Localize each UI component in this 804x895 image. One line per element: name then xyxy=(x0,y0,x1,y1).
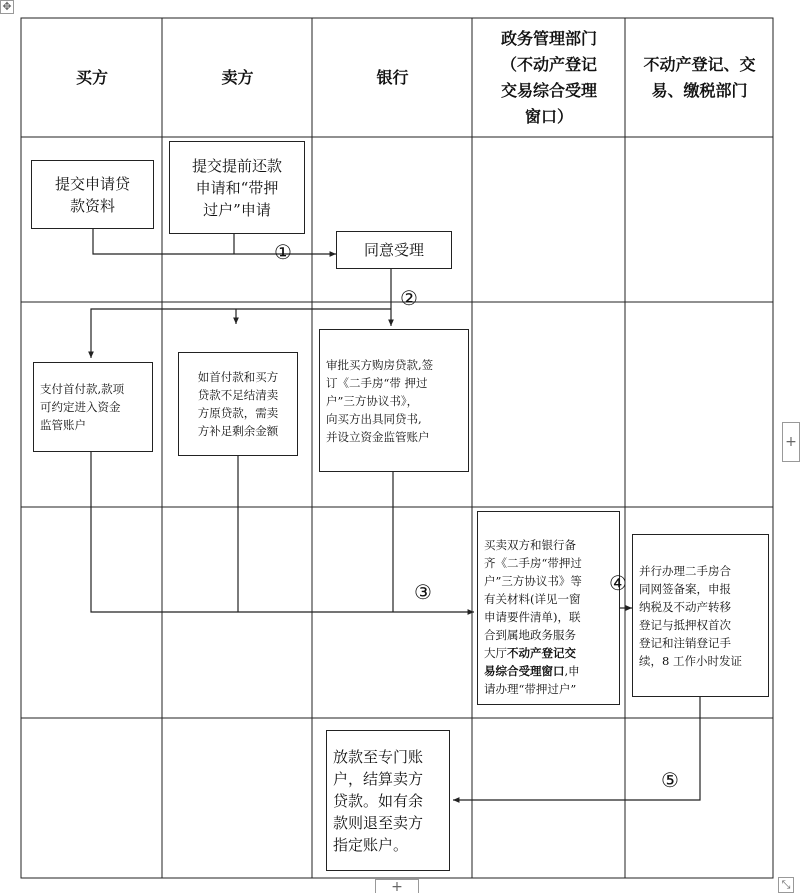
step-marker-2: ② xyxy=(400,286,418,310)
step-marker-3: ③ xyxy=(414,580,432,604)
box-bank-approve-loan: 审批买方购房贷款,签 订《二手房“带 押过 户”三方协议书》， 向买方出具同贷书, 并设立资金监管账户 xyxy=(319,329,469,472)
box-gov-joint-application xyxy=(477,511,620,705)
box-buyer-down-payment: 支付首付款,款项 可约定进入资金 监管账户 xyxy=(33,362,153,452)
step-marker-1: ① xyxy=(274,240,292,264)
add-column-button[interactable]: + xyxy=(782,422,800,462)
box-buyer-submit-loan: 提交申请贷 款资料 xyxy=(31,160,154,229)
table-resize-handle-icon[interactable]: ⤡ xyxy=(778,877,794,893)
header-buyer: 买方 xyxy=(75,68,108,87)
header-bank: 银行 xyxy=(376,68,409,87)
header-gov-window: 政务管理部门 （不动产登记 交易综合受理 窗口） xyxy=(500,29,597,126)
step-marker-5: ⑤ xyxy=(661,768,679,792)
gov-text-bold-window: 不动产登记交 易综合受理窗口 xyxy=(484,646,576,678)
box-registry-parallel-processing: 并行办理二手房合 同网签备案，申报 纳税及不动产转移 登记与抵押权首次 登记和注销登记手 续，8 工作小时发证 xyxy=(632,534,769,697)
header-seller: 卖方 xyxy=(221,68,254,87)
table-move-handle-icon[interactable]: ✥ xyxy=(0,0,14,14)
box-seller-submit-request: 提交提前还款 申请和“带押 过户”申请 xyxy=(169,141,305,234)
box-seller-top-up: 如首付款和买方 贷款不足结清卖 方原贷款，需卖 方补足剩余金额 xyxy=(178,352,298,456)
box-bank-release-funds: 放款至专门账 户，结算卖方 贷款。如有余 款则退至卖方 指定账户。 xyxy=(326,730,450,871)
add-row-button[interactable]: + xyxy=(375,879,419,893)
gov-text-prefix: 买卖双方和银行备 齐《二手房“带押过 户”三方协议书》等 有关材料(详见一窗 申请要件清单)，联 合到属地政务服务 大厅 xyxy=(484,538,582,660)
gov-text-suffix: ,申 请办理“带押过户” xyxy=(484,664,580,696)
box-bank-accept: 同意受理 xyxy=(336,231,452,269)
header-registry: 不动产登记、交 易、缴税部门 xyxy=(643,55,756,100)
step-marker-4: ④ xyxy=(609,571,627,595)
